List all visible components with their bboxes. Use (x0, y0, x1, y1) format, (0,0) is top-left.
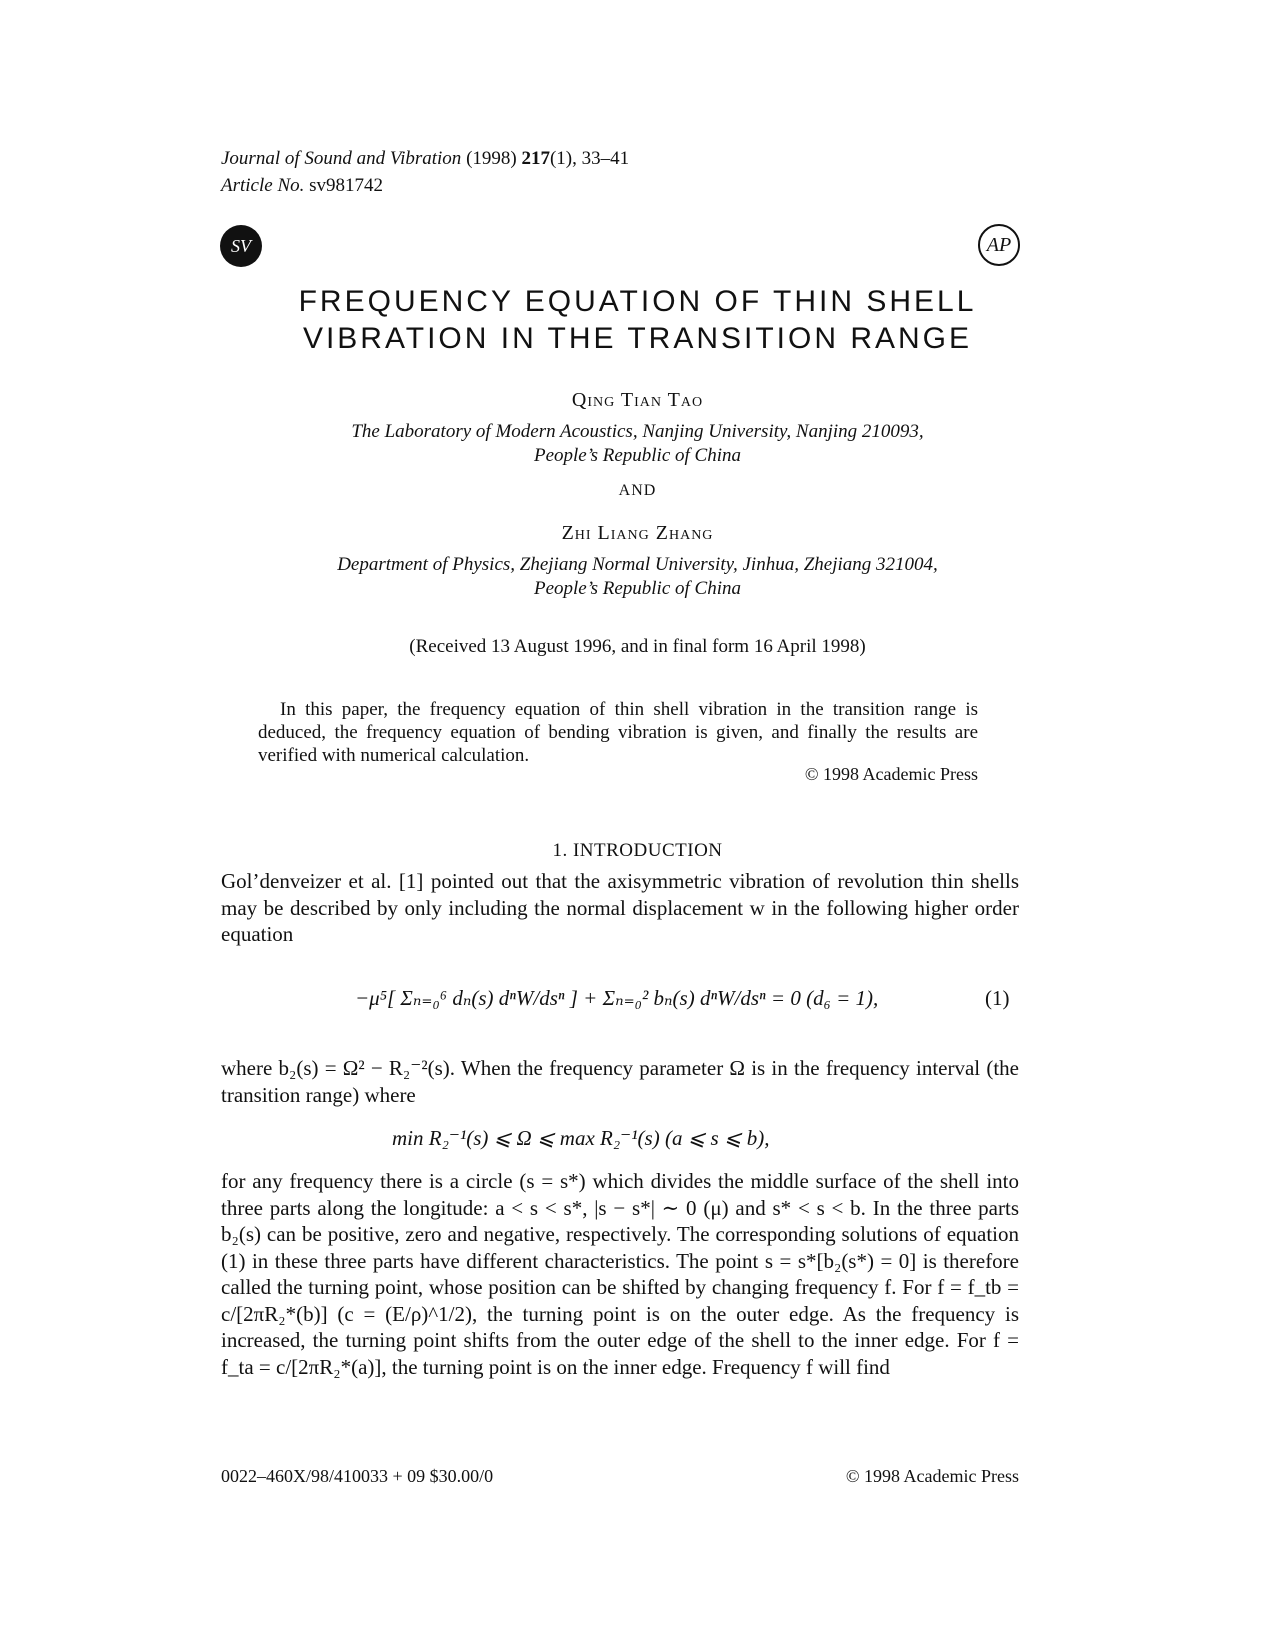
author-1-affiliation (120, 420, 1155, 468)
footer-copyright: © 1998 Academic Press (845, 1466, 1019, 1486)
equation-1: −μ⁵[ Σₙ₌₀⁶ dₙ(s) dⁿW/dsⁿ ] + Σₙ₌₀² bₙ(s) dⁿW/dsⁿ = 0 (d₆ = 1), (355, 986, 879, 1010)
issue-pages: (1), 33–41 (549, 148, 630, 169)
author-2-affiliation (120, 553, 1155, 601)
abstract: In this paper, the frequency equation of thin shell vibration in the transition range is deduced, the frequency equation of bending vibration is given, and finally the results are verified with numerical calculation. (258, 699, 978, 766)
section-heading: 1. INTRODUCTION (552, 840, 723, 861)
sv-logo: SV (220, 225, 262, 267)
author-2-affil-line-1: Department of Physics, Zhejiang Normal University, Jinhua, Zhejiang 321004, (337, 554, 938, 575)
abstract-copyright: © 1998 Academic Press (804, 764, 978, 784)
journal-header (221, 145, 629, 199)
paragraph-3: for any frequency there is a circle (s = s*) which divides the middle surface of the shell into three parts along the longitude: a < s < s*, |s − s*| ∼ 0 (μ) and s* < s < b. In the three parts b₂(s) can be positive, zero and negative, respectively. The corresponding solutions of equation (1) in these three parts have different characteristics. The point s = s*[b₂(s*) = 0] is therefore called the turning point, whose position can be shifted by changing frequency f. For f = f_tb = c/[2πR₂*(b)] (c = (E/ρ)^1/2), the turning point is on the outer edge. As the frequency is increased, the turning point shifts from the outer edge of the shell to the inner edge. For f = f_ta = c/[2πR₂*(a)], the turning point is on the inner edge. Frequency f will find (221, 1169, 1019, 1379)
footer-code: 0022–460X/98/410033 + 09 $30.00/0 (221, 1466, 494, 1486)
volume: 217 (521, 148, 550, 169)
author-1-name: Qing Tian Tao (571, 389, 704, 411)
article-number-line (221, 172, 629, 199)
equation-1-number: (1) (985, 986, 1010, 1010)
author-2-affil-line-2: People’s Republic of China (533, 578, 742, 599)
author-1-affil-line-1: The Laboratory of Modern Acoustics, Nanjing University, Nanjing 210093, (351, 421, 924, 442)
author-1-affil-line-2: People’s Republic of China (533, 445, 742, 466)
title-line-2: VIBRATION IN THE TRANSITION RANGE (302, 322, 973, 355)
title-line-1: FREQUENCY EQUATION OF THIN SHELL (298, 285, 977, 318)
journal-name: Journal of Sound and Vibration (221, 148, 462, 169)
equation-2: min R₂⁻¹(s) ⩽ Ω ⩽ max R₂⁻¹(s) (a ⩽ s ⩽ b), (392, 1126, 770, 1150)
article-label: Article No. (221, 175, 305, 196)
paragraph-2: where b₂(s) = Ω² − R₂⁻²(s). When the frequency parameter Ω is in the frequency interval (the transition range) where (221, 1056, 1019, 1107)
paper-title (200, 283, 1075, 357)
paragraph-1: Gol’denveizer et al. [1] pointed out that the axisymmetric vibration of revolution thin shells may be described by only including the normal displacement w in the following higher order equation (221, 869, 1019, 946)
ap-logo: AP (978, 224, 1020, 266)
journal-citation (221, 145, 629, 172)
and-separator: AND (618, 482, 657, 499)
received-dates: (Received 13 August 1996, and in final form 16 April 1998) (409, 636, 866, 657)
author-2-name: Zhi Liang Zhang (561, 522, 714, 544)
citation-year: (1998) (466, 148, 517, 169)
article-number: sv981742 (309, 175, 384, 196)
